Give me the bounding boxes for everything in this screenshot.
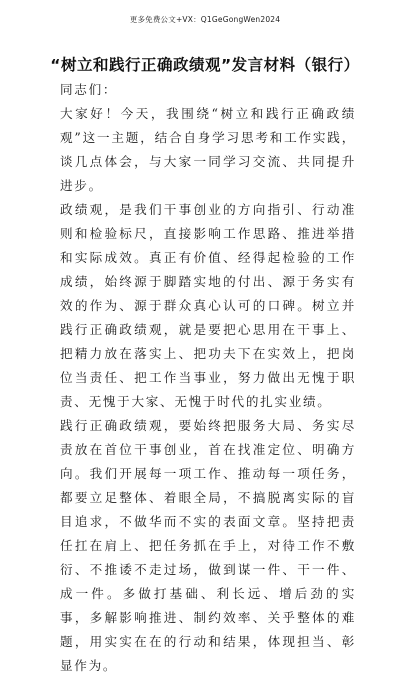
paragraph-3: 践行正确政绩观，要始终把服务大局、务实尽责放在首位干事创业，首在找准定位、明确方向。我们开展每一项工作、推动每一项任务，都要立足整体、着眼全局，不搞脱离实际的盲目追求，不做华而不实的表面文章。坚持把责任扛在肩上、把任务抓在手上，对待工作不敷衍、不推诿不走过场，做到谋一件、干一件、成一件。多做打基础、利长远、增后劲的实事，多解影响推进、制约效率、关乎整体的难题，用实实在在的行动和结果，体现担当、彰显作为。: [60, 418, 356, 673]
header-note: 更多免费公文+VX：Q1GeGongWen2024: [129, 15, 281, 24]
document-title: “树立和践行正确政绩观”发言材料（银行）: [50, 56, 360, 74]
document-body: [60, 78, 356, 678]
paragraph-1: 大家好！今天，我围绕“树立和践行正确政绩观”这一主题，结合自身学习思考和工作实践，谈几点体会，与大家一同学习交流、共同提升进步。: [60, 106, 356, 193]
paragraph-2: 政绩观，是我们干事创业的方向指引、行动准则和检验标尺，直接影响工作思路、推进举措和实际成效。真正有价值、经得起检验的工作成绩，始终源于脚踏实地的付出、源于务实有效的作为、源于群众真心认可的口碑。树立并践行正确政绩观，就是要把心思用在干事上、把精力放在落实上、把功夫下在实效上，把岗位当责任、把工作当事业，努力做出无愧于职责、无愧于大家、无愧于时代的扎实业绩。: [60, 202, 356, 409]
salutation: 同志们：: [60, 82, 118, 97]
